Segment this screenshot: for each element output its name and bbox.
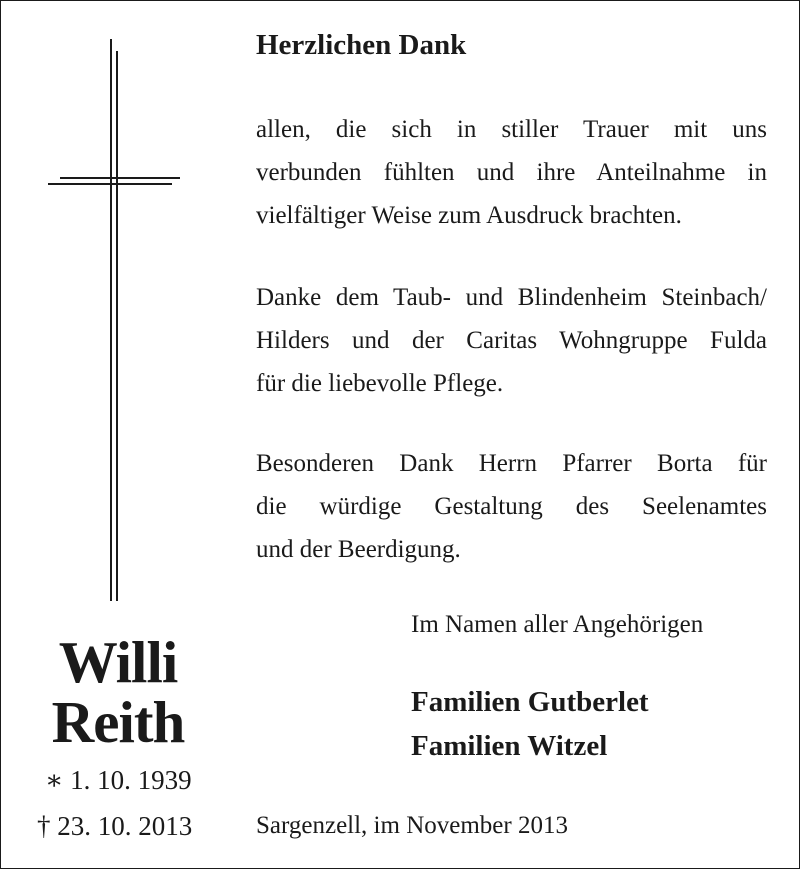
family-name-2: Familien Witzel — [411, 730, 608, 762]
birth-date: ∗ 1. 10. 1939 — [45, 765, 192, 795]
paragraph-line: Hilders und der Caritas Wohngruppe Fulda — [256, 327, 767, 354]
cross-icon — [45, 39, 185, 603]
place-and-date: Sargenzell, im November 2013 — [256, 812, 568, 839]
paragraph-line: für die liebevolle Pflege. — [256, 370, 504, 397]
paragraph-line: vielfältiger Weise zum Ausdruck brachten. — [256, 202, 682, 229]
cross-horizontal-line-lower — [48, 183, 172, 185]
thanks-paragraph-3 — [256, 442, 767, 571]
paragraph-line: die würdige Gestaltung des Seelenamtes — [256, 493, 767, 520]
thanks-paragraph-2 — [256, 276, 767, 405]
thanks-paragraph-1 — [256, 108, 767, 237]
deceased-first-name: Willi — [58, 629, 178, 695]
paragraph-line: allen, die sich in stiller Trauer mit uns — [256, 116, 767, 143]
death-date: † 23. 10. 2013 — [37, 811, 193, 841]
closing-line: Im Namen aller Angehörigen — [411, 611, 704, 638]
cross-horizontal-line — [60, 177, 180, 179]
paragraph-line: und der Beerdigung. — [256, 536, 461, 563]
notice-heading: Herzlichen Dank — [256, 29, 467, 61]
paragraph-line: Danke dem Taub- und Blindenheim Steinbach/ — [256, 284, 767, 311]
paragraph-line: Besonderen Dank Herrn Pfarrer Borta für — [256, 450, 767, 477]
paragraph-line: verbunden fühlten und ihre Anteilnahme in — [256, 159, 767, 186]
cross-vertical-line-inner — [116, 51, 118, 601]
cross-vertical-line — [110, 39, 112, 601]
deceased-last-name: Reith — [51, 689, 185, 755]
family-name-1: Familien Gutberlet — [411, 686, 649, 718]
